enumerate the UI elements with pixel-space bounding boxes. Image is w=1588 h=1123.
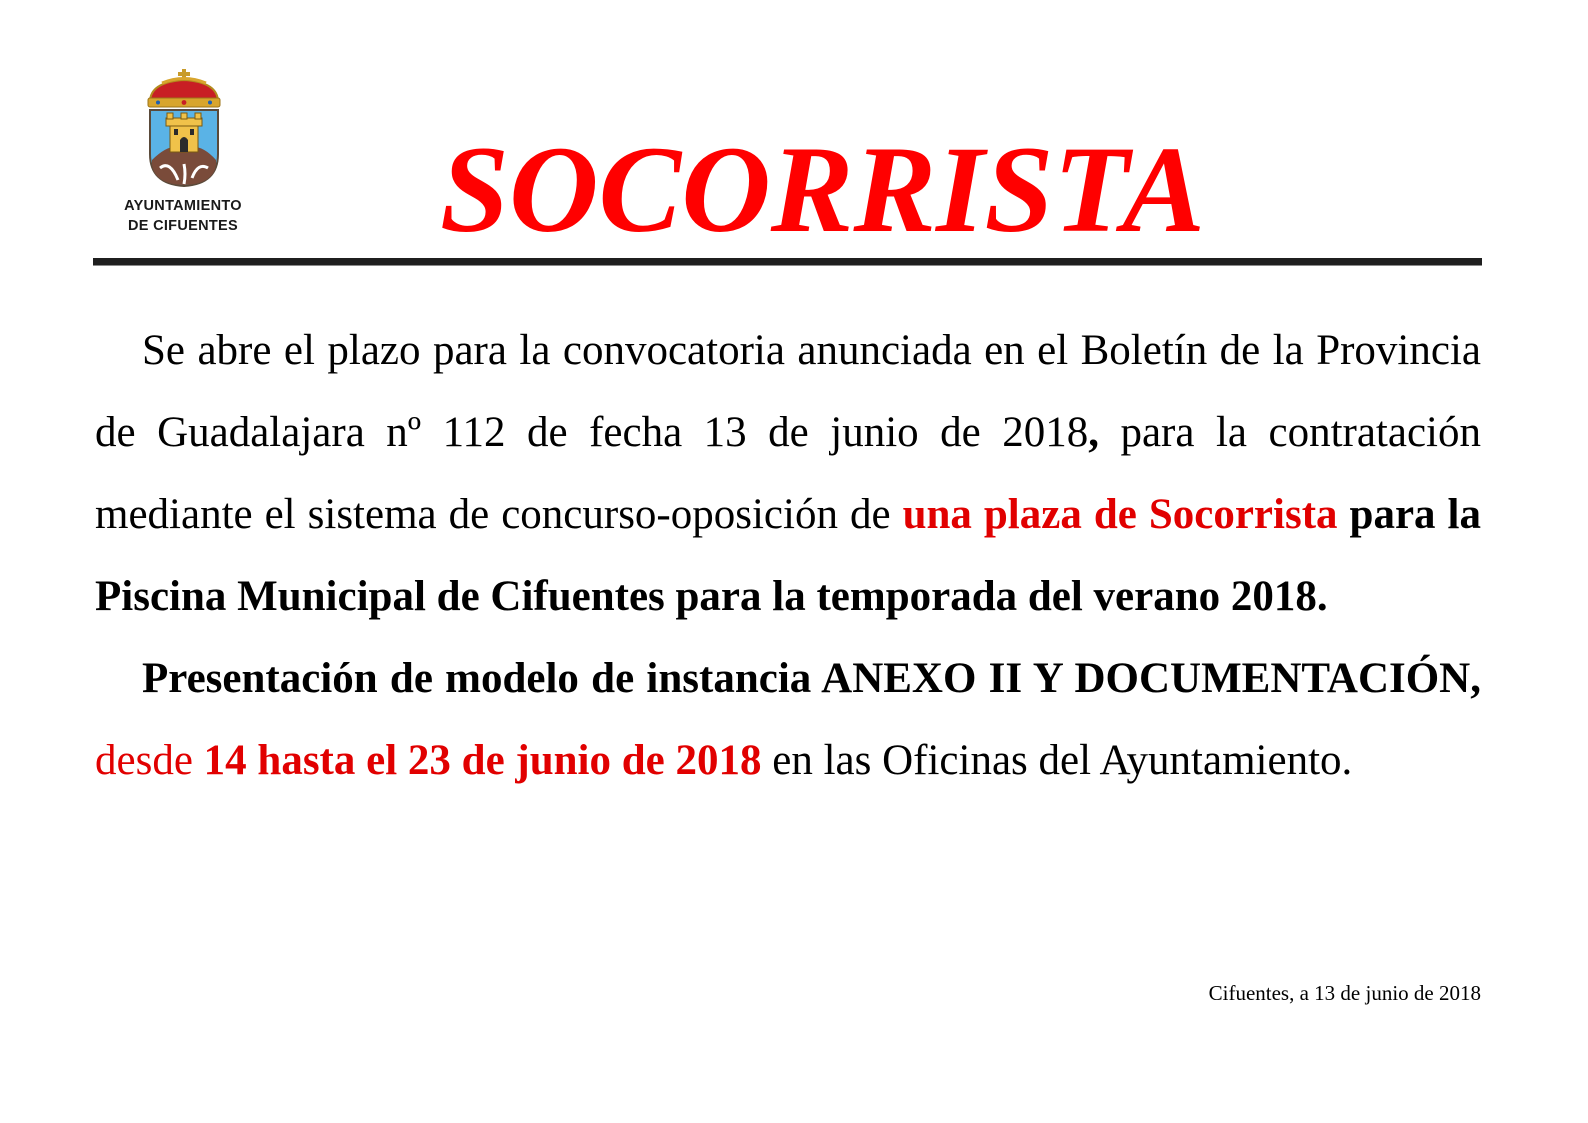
paragraph-2-date-range: 14 hasta el 23 de junio de 2018 — [203, 737, 762, 784]
page-header — [0, 0, 1588, 270]
paragraph-2-red-plain: desde — [95, 737, 204, 784]
announcement-paragraph-1 — [95, 310, 1481, 638]
municipal-logo — [108, 68, 258, 248]
announcement-paragraph-2 — [95, 638, 1481, 802]
paragraph-2-bold-intro: Presentación de modelo de instancia ANEXO II Y DOCUMENTACIÓN, — [142, 655, 1481, 702]
paragraph-1-text: Se abre el plazo para la convocatoria anunciada en el Boletín de la Provincia de Guadalajara nº 112 de fecha 13 de junio de 2018 — [95, 327, 1481, 456]
announcement-body — [95, 310, 1481, 802]
paragraph-1-comma: , — [1088, 409, 1099, 456]
logo-caption-line-2: DE CIFUENTES — [128, 218, 238, 234]
paragraph-1-highlight: una plaza de Socorrista — [902, 491, 1338, 538]
paragraph-1-text-after: para la contratación mediante el sistema de concurso-oposición de — [95, 409, 1481, 538]
coat-of-arms-icon — [140, 68, 228, 190]
header-divider — [93, 258, 1482, 266]
signature-date: Cifuentes, a 13 de junio de 2018 — [1208, 981, 1481, 1005]
paragraph-1-bold-tail: para la Piscina Municipal de Cifuentes para la temporada del verano 2018. — [95, 491, 1481, 620]
logo-caption — [108, 196, 258, 236]
logo-caption-line-1: AYUNTAMIENTO — [124, 198, 242, 214]
page-title: SOCORRISTA — [440, 121, 1206, 258]
paragraph-2-tail: en las Oficinas del Ayuntamiento. — [761, 737, 1353, 784]
